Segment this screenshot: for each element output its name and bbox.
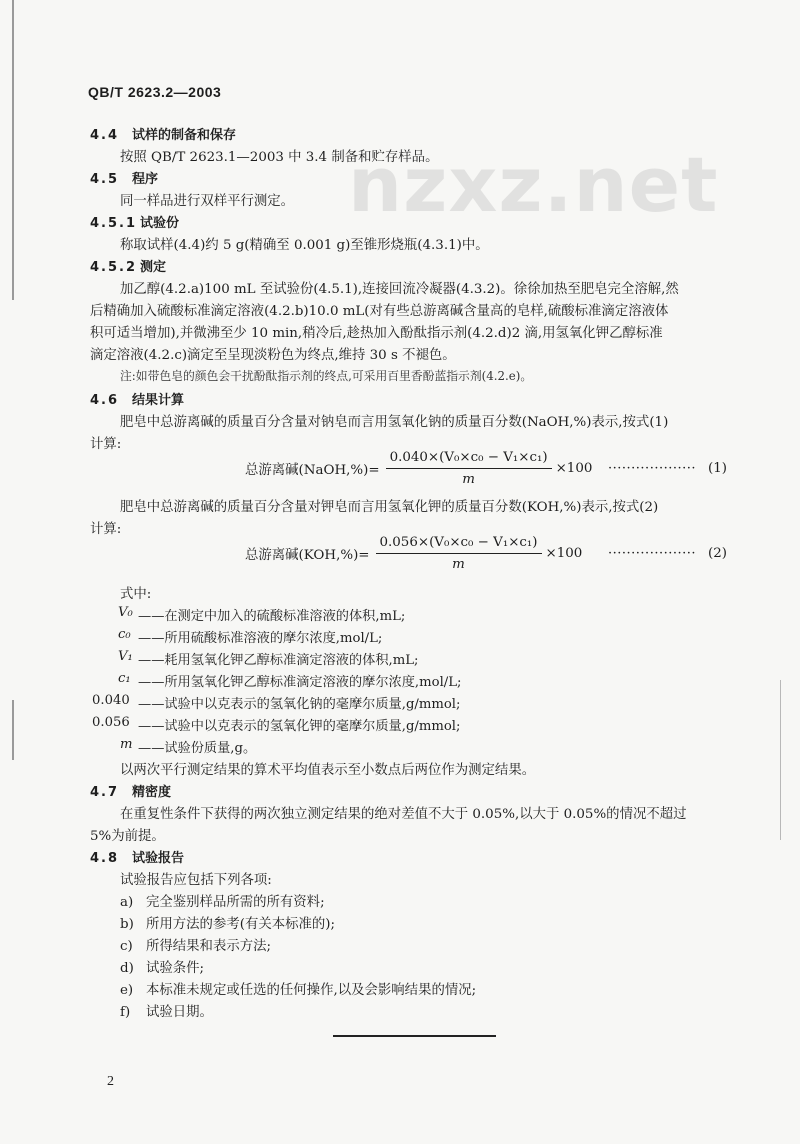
page-number: 2 — [107, 1074, 114, 1089]
formula-rhs: ×100 — [555, 461, 593, 476]
list-item-text: 完全鉴别样品所需的所有资料; — [146, 895, 325, 910]
formula-denominator: m — [462, 472, 475, 487]
where-label: 式中: — [120, 587, 152, 602]
section-4-8-heading — [90, 847, 184, 866]
list-item — [120, 957, 204, 976]
list-item-label: a) — [120, 895, 134, 910]
paragraph-line: 积可适当增加),并微沸至少 10 min,稍冷后,趁热加入酚酞指示剂(4.2.d)2 滴,用氢氧化钾乙醇标准 — [90, 326, 663, 341]
section-number: 4.5.2 — [90, 260, 138, 275]
section-4-5-1-heading — [90, 212, 179, 231]
formula-lhs: 总游离碱(KOH,%)= — [245, 548, 370, 563]
paragraph-line: 5%为前提。 — [90, 829, 165, 844]
definition-text: ——在测定中加入的硫酸标准溶液的体积,mL; — [138, 609, 406, 624]
section-number: 4.6 — [90, 393, 120, 408]
formula-denominator: m — [452, 557, 465, 572]
section-4-5-text: 同一样品进行双样平行测定。 — [120, 194, 295, 209]
formula-fraction — [386, 450, 552, 487]
section-number: 4.8 — [90, 851, 120, 866]
definition-text: ——试验中以克表示的氢氧化钠的毫摩尔质量,g/mmol; — [138, 697, 461, 712]
section-title: 结果计算 — [132, 393, 185, 408]
definition-symbol: V₀ — [118, 605, 133, 620]
report-intro: 试验报告应包括下列各项: — [120, 873, 272, 888]
list-item-label: d) — [120, 961, 134, 976]
section-number: 4.5 — [90, 172, 120, 187]
definition-symbol: c₁ — [118, 671, 131, 686]
section-number: 4.7 — [90, 785, 120, 800]
formula-numerator: 0.040×(V₀×c₀ − V₁×c₁) — [386, 450, 552, 469]
section-4-7-heading — [90, 781, 171, 800]
formula-leader-dots: ··················· — [608, 546, 697, 561]
formula-leader-dots: ··················· — [608, 461, 697, 476]
list-item — [120, 891, 325, 910]
page-header: QB/T 2623.2—2003 — [88, 84, 222, 100]
definition-symbol: 0.040 — [92, 693, 130, 708]
paragraph-line: 在重复性条件下获得的两次独立测定结果的绝对差值不大于 0.05%,以大于 0.05%的情况不超过 — [120, 807, 687, 822]
end-rule — [333, 1035, 496, 1037]
section-4-5-heading — [90, 168, 158, 187]
section-number: 4.5.1 — [90, 216, 138, 231]
list-item-text: 试验条件; — [146, 961, 205, 976]
definition-text: ——所用硫酸标准溶液的摩尔浓度,mol/L; — [138, 631, 383, 646]
section-title: 程序 — [132, 172, 159, 187]
section-title: 精密度 — [132, 785, 172, 800]
section-4-4-text: 按照 QB/T 2623.1—2003 中 3.4 制备和贮存样品。 — [120, 150, 439, 165]
paragraph-line: 肥皂中总游离碱的质量百分含量对钠皂而言用氢氧化钠的质量百分数(NaOH,%)表示,按式(1) — [120, 415, 669, 430]
page-edge-line — [780, 680, 781, 840]
formula-lhs: 总游离碱(NaOH,%)= — [245, 463, 380, 478]
scan-margin-line-lower — [12, 700, 14, 760]
list-item-text: 所得结果和表示方法; — [146, 939, 272, 954]
section-title: 试验报告 — [132, 851, 185, 866]
watermark: nzxz.net — [348, 140, 719, 229]
list-item — [120, 935, 271, 954]
conclusion-text: 以两次平行测定结果的算术平均值表示至小数点后两位作为测定结果。 — [120, 763, 536, 778]
scan-margin-line — [12, 0, 14, 300]
list-item-text: 所用方法的参考(有关本标准的); — [146, 917, 336, 932]
definition-symbol: m — [120, 737, 133, 752]
paragraph-line: 计算: — [90, 437, 122, 452]
section-4-5-1-text: 称取试样(4.4)约 5 g(精确至 0.001 g)至锥形烧瓶(4.3.1)中。 — [120, 238, 489, 253]
section-4-4-heading — [90, 124, 236, 143]
paragraph-line: 加乙醇(4.2.a)100 mL 至试验份(4.5.1),连接回流冷凝器(4.3.2)。徐徐加热至肥皂完全溶解,然 — [120, 282, 679, 297]
list-item-label: e) — [120, 983, 134, 998]
formula-1 — [245, 450, 592, 487]
formula-fraction — [376, 535, 542, 572]
paragraph-line: 肥皂中总游离碱的质量百分含量对钾皂而言用氢氧化钾的质量百分数(KOH,%)表示,按式(2) — [120, 500, 659, 515]
list-item-label: f) — [120, 1005, 131, 1020]
formula-2 — [245, 535, 582, 572]
equation-number: (1) — [708, 461, 727, 476]
paragraph-line: 计算: — [90, 522, 122, 537]
list-item — [120, 979, 476, 998]
equation-number: (2) — [708, 546, 727, 561]
note-text: 注:如带色皂的颜色会干扰酚酞指示剂的终点,可采用百里香酚蓝指示剂(4.2.e)。 — [120, 369, 533, 383]
section-4-6-heading — [90, 389, 184, 408]
section-title: 试验份 — [140, 216, 180, 231]
definition-symbol: 0.056 — [92, 715, 130, 730]
definition-symbol: c₀ — [118, 627, 131, 642]
definition-symbol: V₁ — [118, 649, 133, 664]
list-item-text: 本标准未规定或任选的任何操作,以及会影响结果的情况; — [146, 983, 477, 998]
formula-numerator: 0.056×(V₀×c₀ − V₁×c₁) — [376, 535, 542, 554]
formula-rhs: ×100 — [545, 546, 583, 561]
section-number: 4.4 — [90, 128, 120, 143]
definition-text: ——试验份质量,g。 — [138, 741, 257, 756]
section-title: 试样的制备和保存 — [132, 128, 237, 143]
list-item — [120, 913, 335, 932]
list-item-text: 试验日期。 — [146, 1005, 213, 1020]
section-4-5-2-heading — [90, 256, 166, 275]
section-title: 测定 — [140, 260, 167, 275]
definition-text: ——耗用氢氧化钾乙醇标准滴定溶液的体积,mL; — [138, 653, 419, 668]
definition-text: ——试验中以克表示的氢氧化钾的毫摩尔质量,g/mmol; — [138, 719, 461, 734]
paragraph-line: 后精确加入硫酸标准滴定溶液(4.2.b)10.0 mL(对有些总游离碱含量高的皂样,硫酸标准滴定溶液体 — [90, 304, 669, 319]
list-item-label: c) — [120, 939, 133, 954]
paragraph-line: 滴定溶液(4.2.c)滴定至呈现淡粉色为终点,维持 30 s 不褪色。 — [90, 348, 456, 363]
definition-text: ——所用氢氧化钾乙醇标准滴定溶液的摩尔浓度,mol/L; — [138, 675, 462, 690]
list-item-label: b) — [120, 917, 134, 932]
list-item — [120, 1001, 213, 1020]
